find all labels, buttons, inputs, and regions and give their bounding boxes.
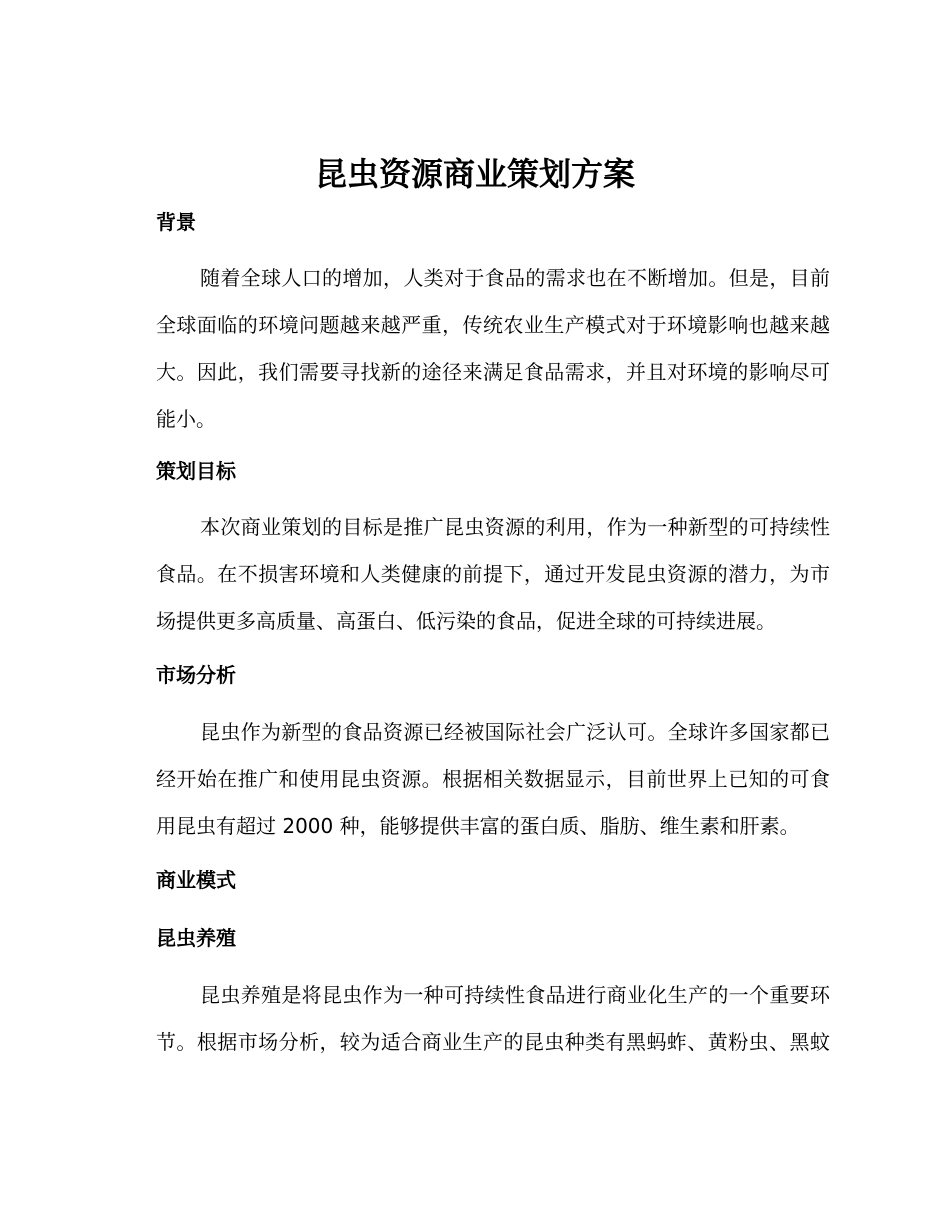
paragraph-line: 随着全球人口的增加，人类对于食品的需求也在不断增加。但是，目前	[200, 266, 830, 290]
section-paragraph-background	[112, 255, 830, 443]
section-heading-background: 背景	[156, 210, 196, 234]
paragraph-line: 食品。在不损害环境和人类健康的前提下，通过开发昆虫资源的潜力，为市	[156, 562, 830, 586]
paragraph-line: 大。因此，我们需要寻找新的途径来满足食品需求，并且对环境的影响尽可	[156, 360, 830, 384]
paragraph-line: 经开始在推广和使用昆虫资源。根据相关数据显示，目前世界上已知的可食	[156, 767, 830, 791]
section-heading-market: 市场分析	[156, 663, 236, 687]
paragraph-line: 昆虫作为新型的食品资源已经被国际社会广泛认可。全球许多国家都已	[200, 720, 830, 744]
paragraph-line: 能小。	[156, 407, 216, 431]
paragraph-line: 场提供更多高质量、高蛋白、低污染的食品，促进全球的可持续进展。	[156, 609, 776, 633]
section-heading-goal: 策划目标	[156, 459, 236, 483]
paragraph-line: 全球面临的环境问题越来越严重，传统农业生产模式对于环境影响也越来越	[156, 313, 830, 337]
section-heading-insect-farming: 昆虫养殖	[156, 926, 236, 950]
paragraph-line: 昆虫养殖是将昆虫作为一种可持续性食品进行商业化生产的一个重要环	[200, 983, 830, 1007]
section-paragraph-insect-farming	[112, 972, 830, 1066]
paragraph-line: 用昆虫有超过 2000 种，能够提供丰富的蛋白质、脂肪、维生素和肝素。	[156, 814, 800, 838]
section-paragraph-goal	[112, 504, 830, 645]
section-paragraph-market	[112, 709, 830, 850]
paragraph-line: 本次商业策划的目标是推广昆虫资源的利用，作为一种新型的可持续性	[200, 515, 830, 539]
document-title: 昆虫资源商业策划方案	[314, 155, 635, 193]
paragraph-line: 节。根据市场分析，较为适合商业生产的昆虫种类有黑蚂蚱、黄粉虫、黑蚊	[156, 1030, 830, 1054]
section-heading-business-model: 商业模式	[156, 868, 236, 892]
